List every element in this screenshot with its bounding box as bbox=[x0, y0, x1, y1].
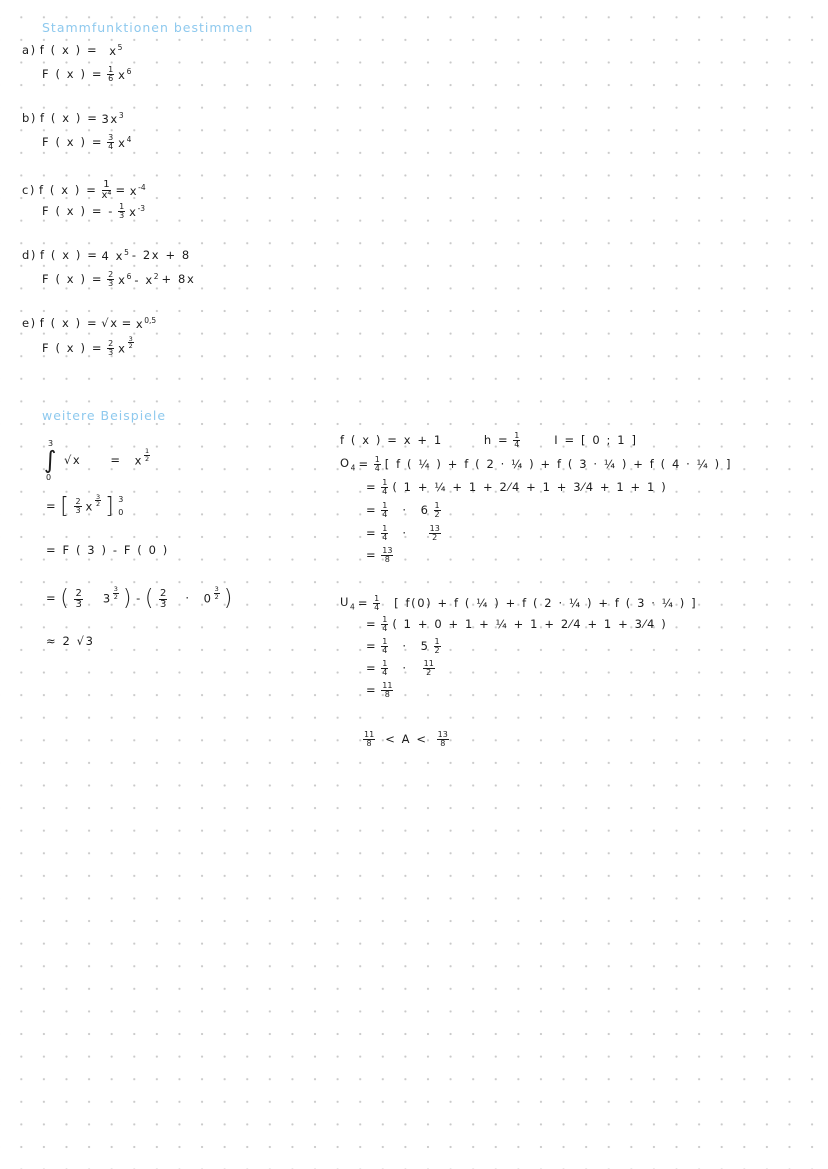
upper-sum-l2-fraction: $\frac{1}{4}$ bbox=[382, 478, 388, 496]
integral-step1-lower: 0 bbox=[118, 507, 125, 517]
integral-rhs-base: x bbox=[134, 453, 143, 468]
task-b-antiderivative bbox=[42, 134, 131, 151]
task-c-antiderivative bbox=[42, 203, 145, 220]
bracket-close: ] bbox=[105, 493, 116, 519]
task-d-F-left: F ( x ) = bbox=[42, 271, 104, 286]
riemann-def-h: h = bbox=[483, 432, 510, 447]
lower-sum-l3-mixed-fraction: $\frac{1}{2}$ bbox=[434, 637, 440, 655]
task-a-F-base: x bbox=[118, 67, 127, 82]
lower-sum-line4: = $\frac{1}{4}$ · $\frac{11}{2}$ bbox=[366, 659, 434, 677]
upper-sum-l4-result-fraction: $\frac{13}{2}$ bbox=[429, 524, 440, 542]
task-d-F-mid: - x bbox=[134, 272, 154, 287]
task-e-F-left: F ( x ) = bbox=[42, 340, 104, 355]
task-c-label: c) bbox=[22, 182, 37, 197]
task-a-F-left: F ( x ) = bbox=[42, 66, 104, 81]
lower-sum-l3-eq: = bbox=[366, 638, 378, 653]
task-e-F-base: x bbox=[118, 341, 127, 355]
upper-sum-label: O bbox=[340, 455, 351, 470]
lower-sum-l4-result-fraction: $\frac{11}{2}$ bbox=[423, 659, 434, 677]
task-a-F-fraction: $\frac{1}{6}$ bbox=[108, 65, 114, 83]
task-b-label: b) bbox=[22, 110, 37, 125]
task-e-f-left: f ( x ) = bbox=[39, 315, 99, 330]
area-upper-bound: $\frac{13}{8}$ bbox=[437, 730, 448, 748]
integral-step1-base: x bbox=[85, 499, 94, 514]
upper-sum-line4: = $\frac{1}{4}$ · $\frac{13}{2}$ bbox=[366, 524, 440, 542]
task-e-antiderivative bbox=[42, 334, 135, 357]
upper-sum-l3-mixed-fraction: $\frac{1}{2}$ bbox=[434, 501, 440, 519]
lower-sum-l3-fraction: $\frac{1}{4}$ bbox=[382, 637, 388, 655]
task-c-f-eq: = bbox=[115, 182, 127, 197]
task-a-label: a) bbox=[22, 42, 37, 57]
lower-sum-line2 bbox=[366, 616, 667, 633]
task-d-F-term1: x bbox=[118, 272, 127, 287]
heading-antiderivatives: Stammfunktionen bestimmen bbox=[42, 20, 254, 35]
task-b-F-base: x bbox=[118, 135, 127, 150]
paren-close-1: ) bbox=[122, 586, 134, 611]
upper-sum-line5 bbox=[366, 547, 394, 564]
lower-sum-l2-terms: ( 1 + 0 + 1 + ¼ + 1 + 2⁄4 + 1 + 3⁄4 ) bbox=[392, 616, 668, 631]
task-b-F-fraction: $\frac{3}{4}$ bbox=[108, 133, 114, 151]
lower-sum-line3: = $\frac{1}{4}$ · 5 $\frac{1}{2}$ bbox=[366, 637, 440, 655]
upper-sum-l3-eq: = bbox=[366, 502, 378, 517]
upper-sum-line1 bbox=[340, 456, 732, 473]
lower-sum-l3-whole: 5 bbox=[420, 638, 430, 653]
upper-sum-l1-eq: = bbox=[358, 456, 370, 471]
paren-close-2: ) bbox=[223, 586, 234, 611]
lower-sum-l4-fraction: $\frac{1}{4}$ bbox=[382, 659, 388, 677]
area-estimate bbox=[362, 728, 450, 748]
lower-sum-line1 bbox=[340, 595, 697, 612]
integral-eq: = bbox=[110, 453, 122, 468]
task-d-f-rest: - 2x + 8 bbox=[131, 247, 191, 262]
task-d-label: d) bbox=[22, 247, 37, 262]
heading-examples: weitere Beispiele bbox=[42, 408, 167, 423]
riemann-definition bbox=[340, 432, 638, 449]
upper-sum-l2-terms: ( 1 + ¼ + 1 + 2⁄4 + 1 + 3⁄4 + 1 + 1 ) bbox=[392, 479, 668, 494]
task-b-F-exp: 4 bbox=[126, 134, 132, 144]
upper-sum-l4-eq: = bbox=[366, 525, 378, 540]
task-a-f-exp: 5 bbox=[117, 43, 123, 52]
upper-sum-l3-fraction: $\frac{1}{4}$ bbox=[382, 501, 388, 519]
integral-upper-bound: 3 bbox=[48, 439, 54, 448]
upper-sum-l3-whole: 6 bbox=[420, 502, 430, 517]
task-a-f-left: f ( x ) = bbox=[39, 42, 99, 57]
task-a-antiderivative bbox=[42, 66, 131, 83]
task-b-function bbox=[22, 112, 124, 125]
integral-step3-fraction1: $\frac{2}{3}$ bbox=[75, 587, 82, 610]
task-b-F-left: F ( x ) = bbox=[42, 134, 104, 149]
area-inequality: < A < bbox=[385, 731, 428, 746]
upper-sum-index: 4 bbox=[350, 462, 356, 472]
task-d-F-term1-exp: 6 bbox=[126, 271, 132, 281]
lower-sum-l4-eq: = bbox=[366, 660, 378, 675]
integral-step3-val2: 0 bbox=[203, 591, 213, 606]
task-c-F-exp: -3 bbox=[137, 203, 146, 213]
task-b-f-left: f ( x ) = bbox=[40, 110, 99, 125]
task-a-function bbox=[22, 44, 122, 57]
integral-rhs-exp: $\frac{1}{2}$ bbox=[145, 447, 150, 463]
task-c-F-fraction: $\frac{1}{3}$ bbox=[119, 202, 125, 220]
riemann-def-h-fraction: $\frac{1}{4}$ bbox=[514, 431, 520, 449]
integral-step1-eq: = bbox=[46, 499, 58, 514]
integral-step3-eq: = bbox=[46, 591, 58, 606]
task-c-f-base: x bbox=[129, 183, 139, 198]
task-c-f-exp: -4 bbox=[138, 182, 146, 192]
integral-step3-minus: - bbox=[136, 591, 142, 606]
upper-sum-l1-terms: [ f ( ¼ ) + f ( 2 · ¼ ) + f ( 3 · ¼ ) + f ( 4 · ¼ ) ] bbox=[384, 456, 733, 471]
task-d-f-left: f ( x ) = bbox=[40, 247, 99, 262]
task-d-F-rest: + 8x bbox=[161, 271, 196, 286]
lower-sum-l2-eq: = bbox=[366, 616, 378, 631]
task-d-antiderivative bbox=[42, 271, 195, 288]
task-a-f-base: x bbox=[109, 43, 118, 58]
lower-sum-index: 4 bbox=[350, 601, 355, 611]
integral-lower-bound: 0 bbox=[46, 473, 52, 482]
lower-sum-label: U bbox=[340, 594, 351, 609]
task-e-f-base: x bbox=[135, 316, 145, 331]
lower-sum-line5 bbox=[366, 682, 394, 699]
task-a-F-exp: 6 bbox=[126, 66, 132, 76]
task-e-f-eq: = bbox=[121, 315, 133, 330]
bracket-open: [ bbox=[60, 493, 71, 519]
task-d-F-mid-exp: 2 bbox=[153, 271, 159, 281]
task-e-F-exp-fraction: $\frac{3}{2}$ bbox=[128, 334, 133, 350]
integral-step1 bbox=[46, 494, 125, 520]
integral-step3-exp2: $\frac{3}{2}$ bbox=[214, 585, 219, 601]
upper-sum-l1-fraction: $\frac{1}{4}$ bbox=[374, 455, 380, 473]
integral-line bbox=[64, 447, 151, 468]
lower-sum-l2-fraction: $\frac{1}{4}$ bbox=[382, 615, 388, 633]
integral-step2: = F ( 3 ) - F ( 0 ) bbox=[46, 543, 169, 557]
upper-sum-l5-eq: = bbox=[366, 547, 378, 562]
integral-step3-val1: 3 bbox=[102, 591, 112, 606]
integral-step1-upper: 3 bbox=[118, 495, 125, 504]
task-c-F-base: x bbox=[129, 204, 138, 219]
task-e-function bbox=[22, 317, 156, 330]
task-c-F-left: F ( x ) = - bbox=[42, 203, 115, 218]
lower-sum-l1-terms: [ f(0) + f ( ¼ ) + f ( 2 · ¼ ) + f ( 3 · ¼ ) ] bbox=[394, 595, 698, 610]
riemann-def-function: f ( x ) = x + 1 bbox=[340, 432, 443, 447]
integral-step1-exp: $\frac{3}{2}$ bbox=[95, 492, 101, 509]
integral-step1-fraction: $\frac{2}{3}$ bbox=[75, 497, 81, 516]
paren-open-2: ( bbox=[144, 586, 155, 611]
lower-sum-result: $\frac{11}{8}$ bbox=[382, 681, 393, 699]
task-c-f-left: f ( x ) = bbox=[39, 182, 98, 197]
task-d-F-fraction: $\frac{2}{3}$ bbox=[108, 270, 114, 288]
upper-sum-result: $\frac{13}{8}$ bbox=[382, 546, 393, 564]
task-e-label: e) bbox=[22, 315, 37, 330]
task-b-f-exp: 3 bbox=[118, 111, 124, 120]
task-d-f-term1-exp: 5 bbox=[124, 248, 129, 257]
integral-sign: ∫ 3 0 bbox=[44, 439, 57, 482]
upper-sum-l2-eq: = bbox=[366, 479, 378, 494]
task-e-f-exp: 0,5 bbox=[144, 316, 157, 325]
task-e-f-root: √x bbox=[101, 315, 119, 330]
integral-result: ≈ 2 √3 bbox=[46, 634, 95, 648]
integral-step3: = ( $\frac{2}{3}$ 3 $\frac{3}{2}$ ) - ( $\frac{2}{3}$ · 0 $\frac{3}{2}$ ) bbox=[46, 585, 234, 611]
riemann-def-interval: I = [ 0 ; 1 ] bbox=[554, 432, 638, 447]
lower-sum-l5-eq: = bbox=[366, 682, 378, 697]
lower-sum-l1-fraction: $\frac{1}{4}$ bbox=[374, 594, 380, 612]
area-lower-bound: $\frac{11}{8}$ bbox=[364, 730, 375, 748]
upper-sum-line2 bbox=[366, 479, 667, 496]
integral-step3-exp1: $\frac{3}{2}$ bbox=[113, 585, 118, 601]
lower-sum-l1-eq: = bbox=[357, 595, 370, 610]
task-c-f-fraction: $\frac{1}{\text{x⁴}}$ bbox=[101, 179, 112, 201]
task-d-function bbox=[22, 249, 191, 262]
integral-integrand: √x bbox=[64, 453, 82, 468]
upper-sum-line3: = $\frac{1}{4}$ · 6 $\frac{1}{2}$ bbox=[366, 501, 440, 519]
task-b-f-base: 3x bbox=[101, 111, 119, 126]
task-d-f-term1: 4 x bbox=[101, 248, 125, 263]
task-c-function bbox=[22, 180, 146, 201]
upper-sum-l4-fraction: $\frac{1}{4}$ bbox=[382, 524, 388, 542]
paren-open-1: ( bbox=[60, 586, 71, 611]
task-e-F-fraction: $\frac{2}{3}$ bbox=[108, 339, 114, 357]
integral-step3-fraction2: $\frac{2}{3}$ bbox=[160, 587, 167, 610]
